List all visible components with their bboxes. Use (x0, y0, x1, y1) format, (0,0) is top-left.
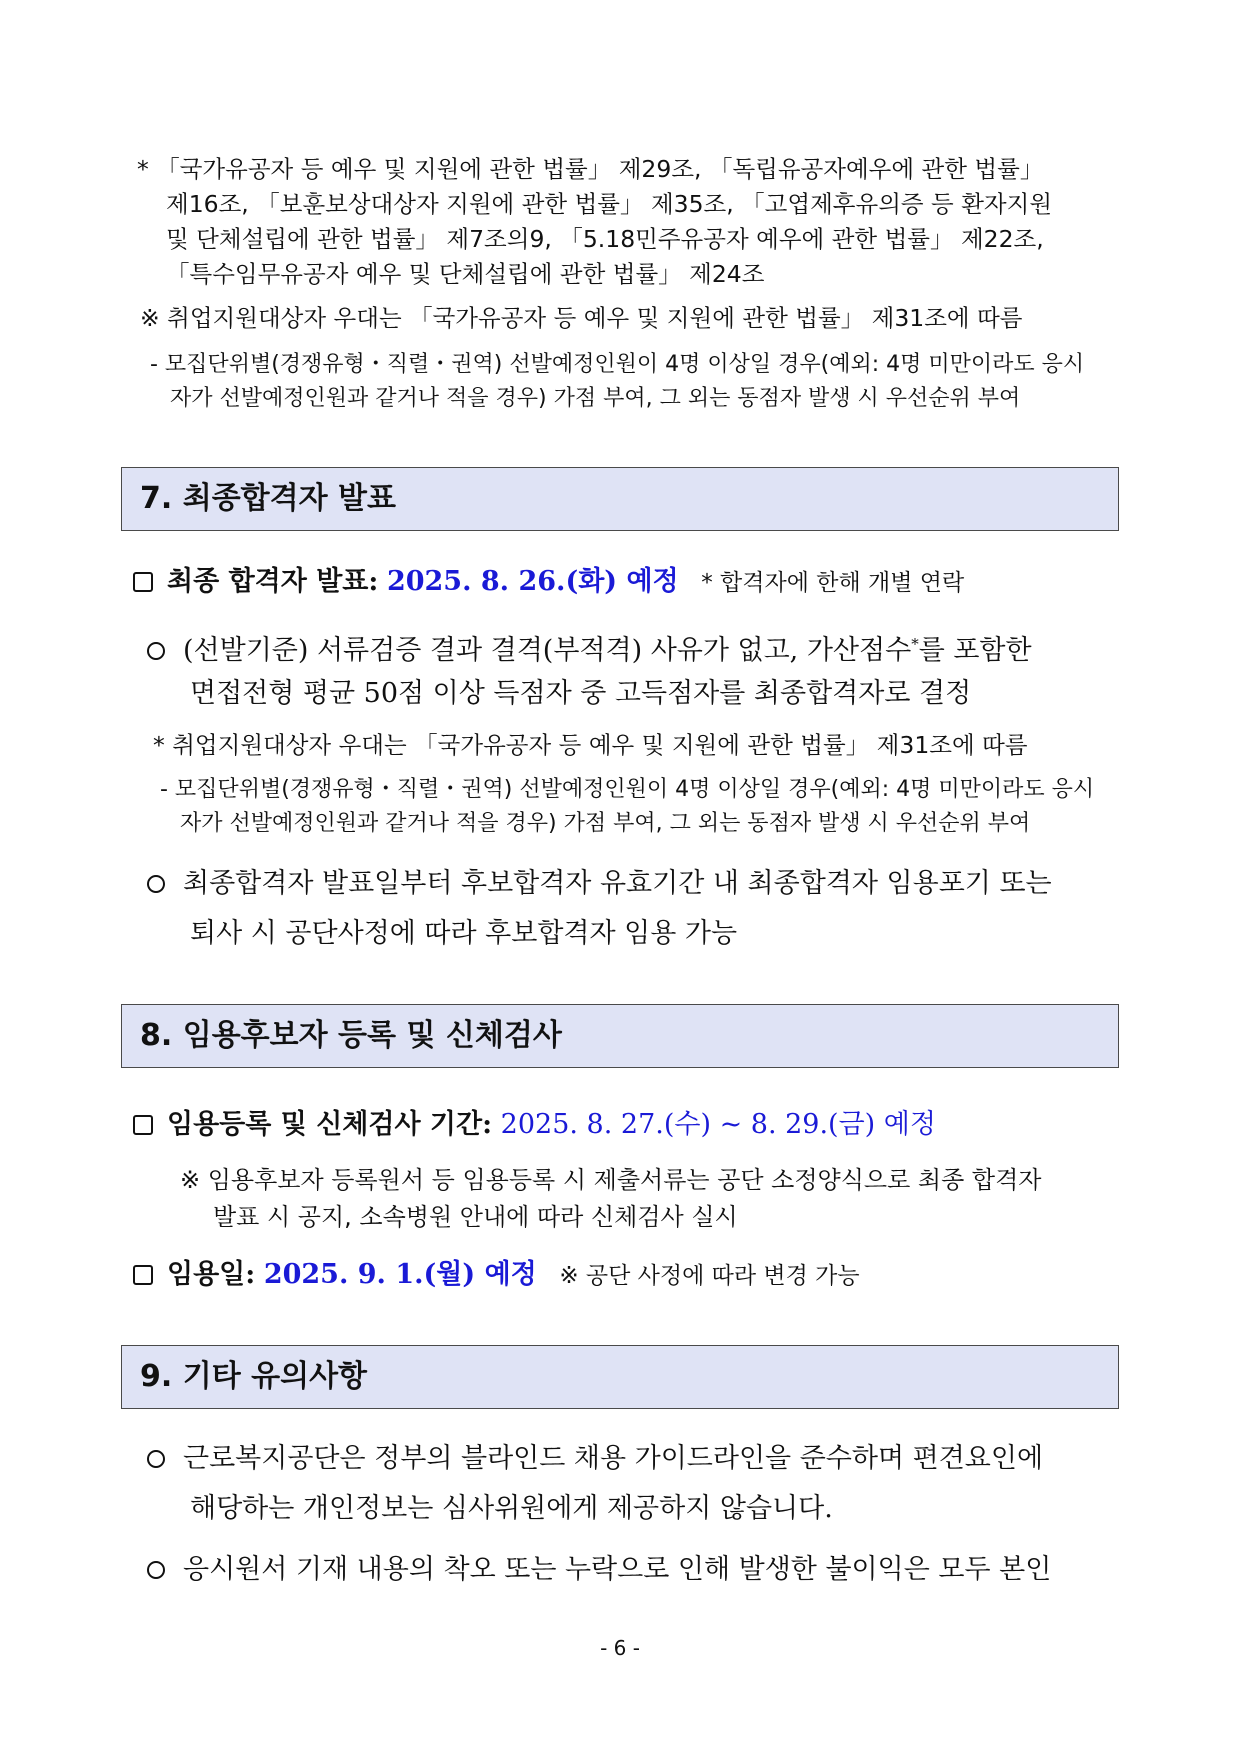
page-number: - 6 - (600, 1636, 640, 1660)
section-7-unit-note-line-1: - 모집단위별(경쟁유형・직렬・권역) 선발예정인원이 4명 이상일 경우(예외: 4명 미만이라도 응시 (160, 777, 1095, 802)
registration-period-date: 2025. 8. 27.(수) ~ 8. 29.(금) 예정 (500, 1109, 936, 1140)
section-7-header (121, 467, 1119, 531)
appointment-date-label: 임용일: (167, 1259, 256, 1290)
section-7-support-note: * 취업지원대상자 우대는 「국가유공자 등 예우 및 지원에 관한 법률」 제31조에 따름 (153, 731, 1028, 759)
selection-criteria-line-2: 면접전형 평균 50점 이상 득점자 중 고득점자를 최종합격자로 결정 (190, 678, 972, 709)
checkbox-icon (133, 572, 153, 592)
final-announcement-label: 최종 합격자 발표: (167, 566, 379, 597)
circle-bullet-icon (147, 875, 165, 893)
registration-period-item (133, 1108, 936, 1142)
checkbox-icon (133, 1265, 153, 1285)
section-8-title: 8. 임용후보자 등록 및 신체검사 (140, 1018, 562, 1053)
appointment-date-item (133, 1258, 860, 1293)
documents-note-line-2: 발표 시 공지, 소속병원 안내에 따라 신체검사 실시 (213, 1203, 738, 1231)
section-8-header (121, 1004, 1119, 1068)
checkbox-icon (133, 1115, 153, 1135)
unit-note-line-1: - 모집단위별(경쟁유형・직렬・권역) 선발예정인원이 4명 이상일 경우(예외: 4명 미만이라도 응시 (150, 352, 1085, 377)
final-announcement-item (133, 565, 964, 600)
section-9-header (121, 1345, 1119, 1409)
unit-note-line-2: 자가 선발예정인원과 같거나 적을 경우) 가점 부여, 그 외는 동점자 발생 시 우선순위 부여 (170, 386, 1021, 411)
appointment-date-value: 2025. 9. 1.(월) 예정 (263, 1259, 537, 1290)
application-error-line-1: 응시원서 기재 내용의 착오 또는 누락으로 인해 발생한 불이익은 모두 본인 (147, 1553, 1051, 1587)
final-announcement-note: * 합격자에 한해 개별 연락 (701, 570, 965, 596)
support-target-note: ※ 취업지원대상자 우대는 「국가유공자 등 예우 및 지원에 관한 법률」 제31조에 따름 (140, 304, 1023, 332)
law-reference-line-3: 및 단체설립에 관한 법률」 제7조의9, 「5.18민주유공자 예우에 관한 법률」 제22조, (166, 225, 1044, 253)
circle-bullet-icon (147, 642, 165, 660)
registration-period-label: 임용등록 및 신체검사 기간: (167, 1109, 493, 1140)
circle-bullet-icon (147, 1450, 165, 1468)
law-reference-line-2: 제16조, 「보훈보상대상자 지원에 관한 법률」 제35조, 「고엽제후유의증 등 환자지원 (166, 190, 1053, 218)
section-9-title: 9. 기타 유의사항 (140, 1359, 368, 1394)
law-reference-line-1: * 「국가유공자 등 예우 및 지원에 관한 법률」 제29조, 「독립유공자예우에 관한 법률」 (137, 155, 1044, 183)
final-announcement-date: 2025. 8. 26.(화) 예정 (386, 566, 679, 597)
appointment-date-note: ※ 공단 사정에 따라 변경 가능 (559, 1263, 860, 1289)
reserve-candidate-line-2: 퇴사 시 공단사정에 따라 후보합격자 임용 가능 (190, 918, 738, 949)
section-7-unit-note-line-2: 자가 선발예정인원과 같거나 적을 경우) 가점 부여, 그 외는 동점자 발생 시 우선순위 부여 (180, 811, 1031, 836)
blind-hiring-line-1: 근로복지공단은 정부의 블라인드 채용 가이드라인을 준수하며 편견요인에 (147, 1442, 1043, 1476)
section-7-title: 7. 최종합격자 발표 (140, 481, 397, 516)
reserve-candidate-line-1: 최종합격자 발표일부터 후보합격자 유효기간 내 최종합격자 임용포기 또는 (147, 867, 1052, 901)
circle-bullet-icon (147, 1561, 165, 1579)
documents-note-line-1: ※ 임용후보자 등록원서 등 임용등록 시 제출서류는 공단 소정양식으로 최종 합격자 (180, 1166, 1042, 1194)
blind-hiring-line-2: 해당하는 개인정보는 심사위원에게 제공하지 않습니다. (190, 1493, 833, 1524)
selection-criteria-line-1: (선발기준) 서류검증 결과 결격(부적격) 사유가 없고, 가산점수*를 포함한 (147, 627, 1032, 668)
law-reference-line-4: 「특수임무유공자 예우 및 단체설립에 관한 법률」 제24조 (166, 260, 765, 288)
